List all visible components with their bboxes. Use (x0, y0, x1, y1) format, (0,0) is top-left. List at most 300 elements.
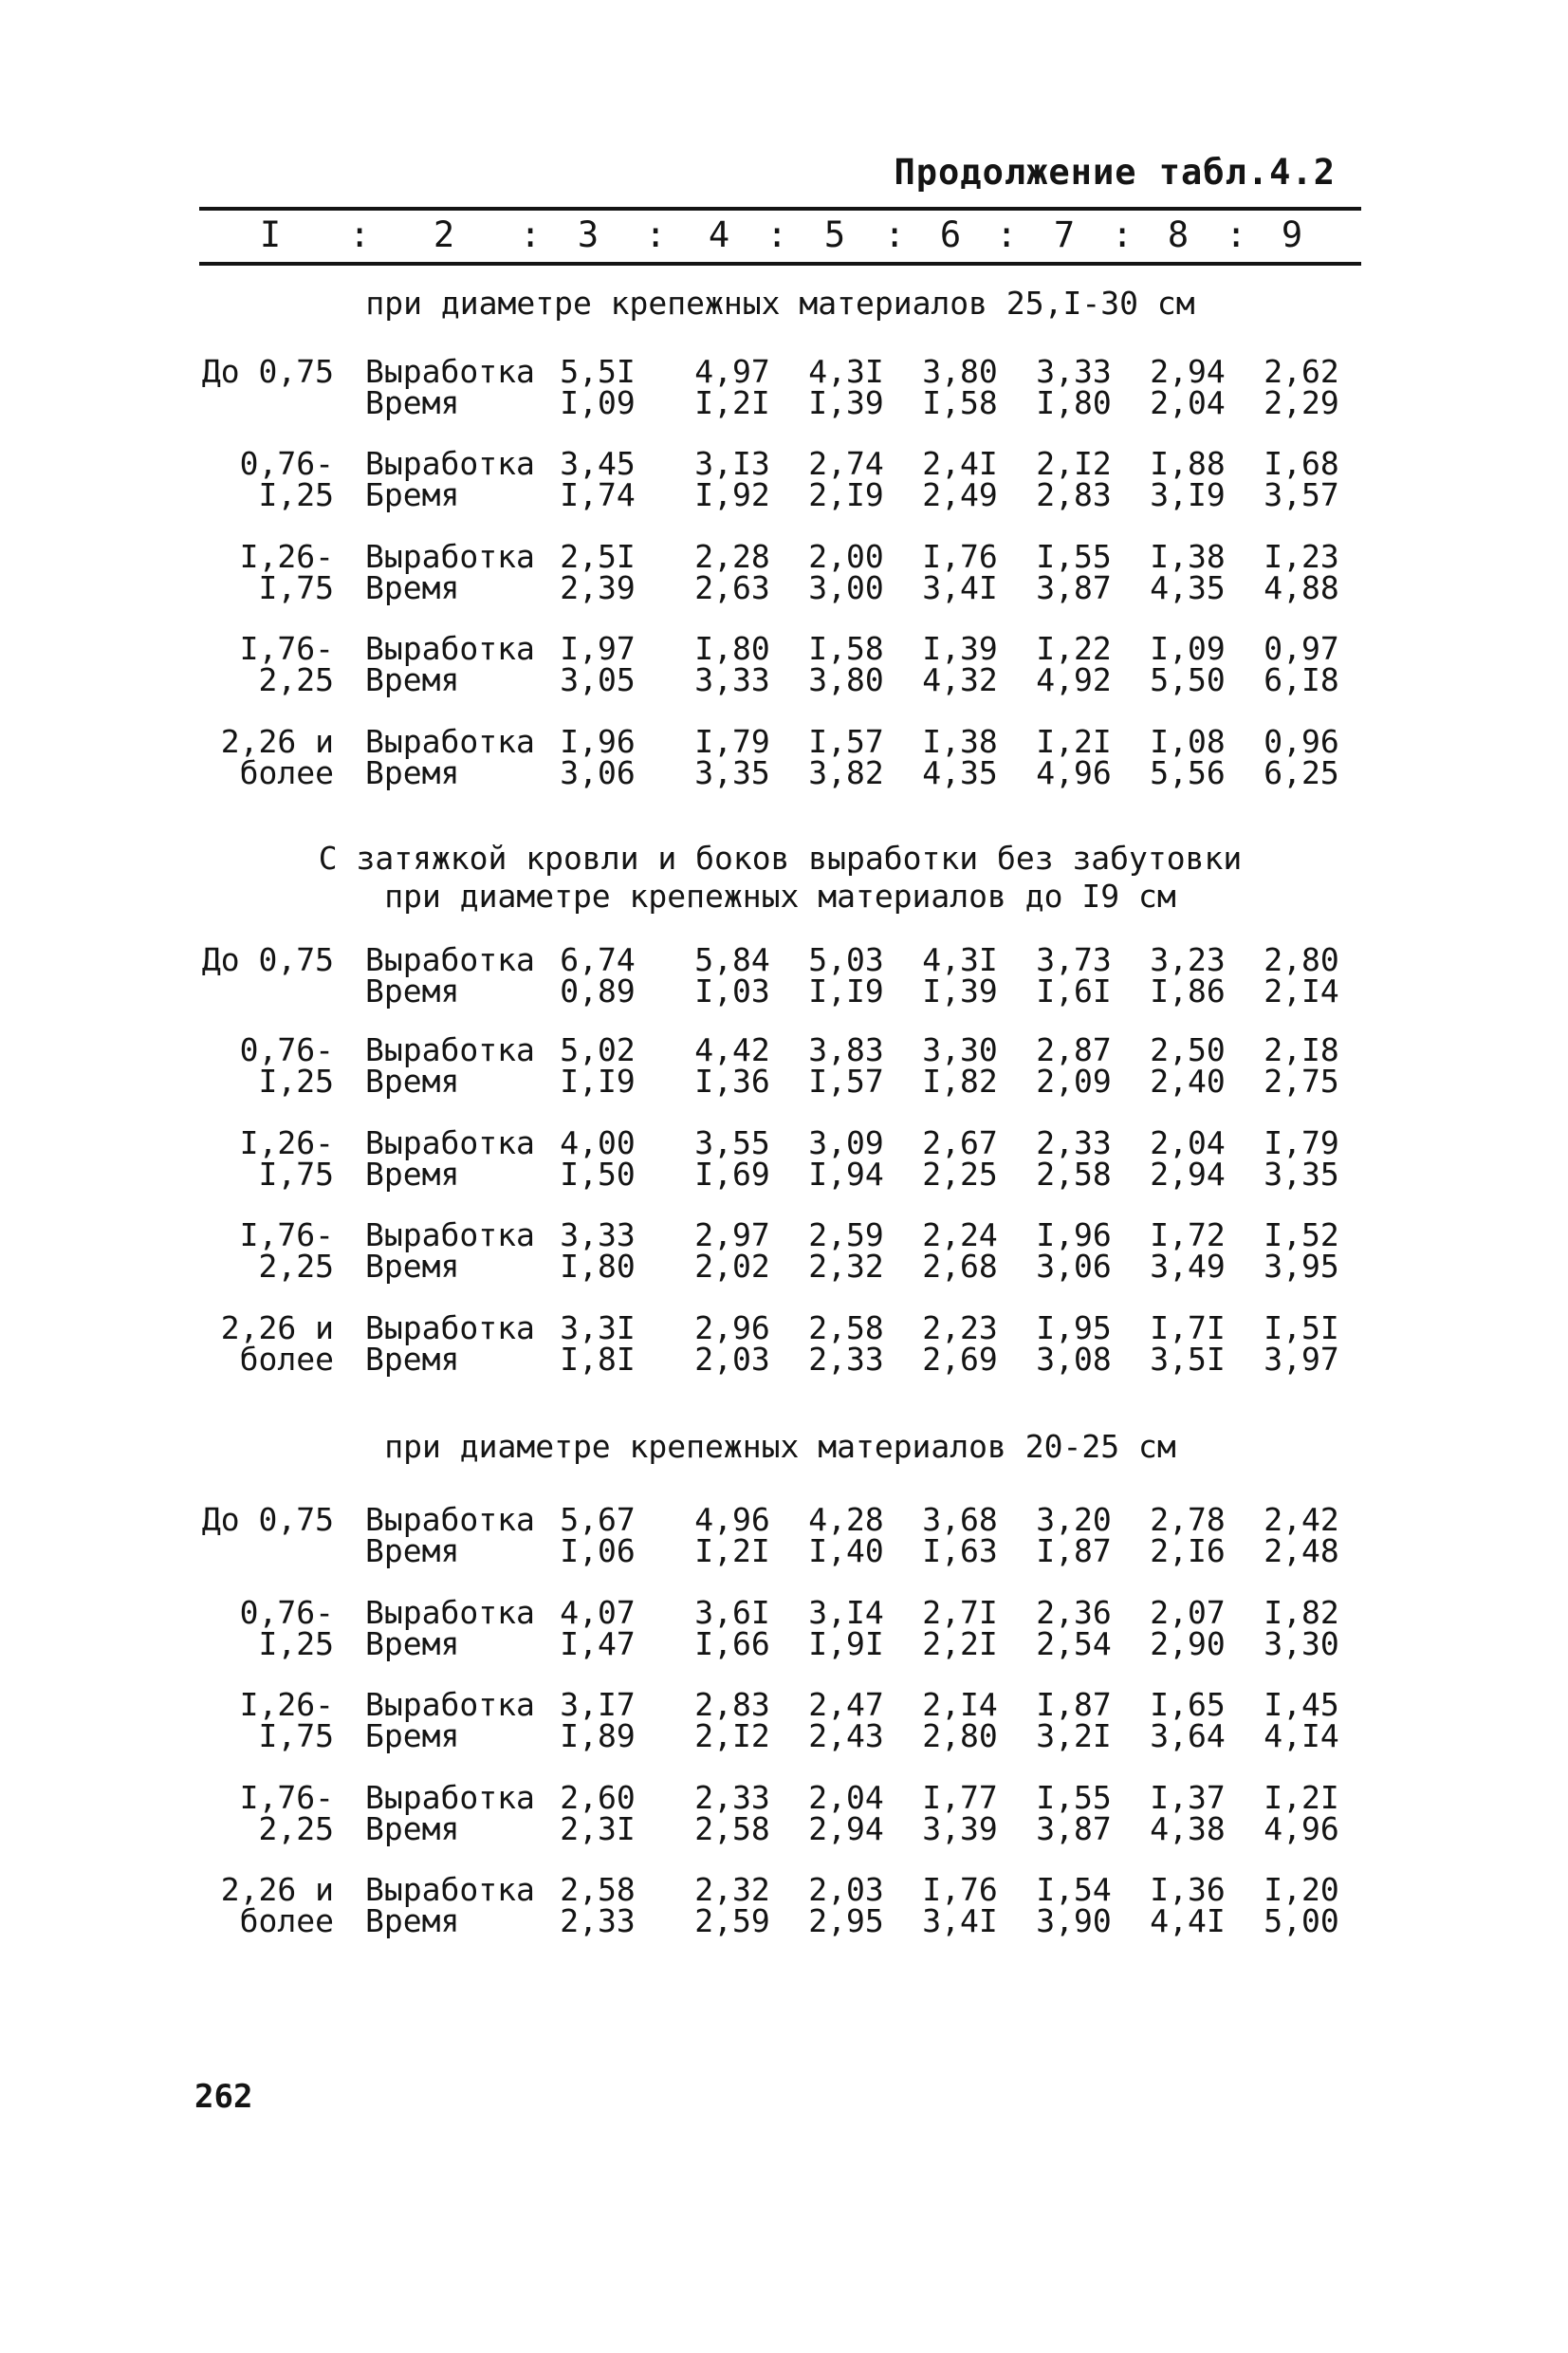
table-cell: I,2I (694, 384, 770, 421)
section-title (199, 840, 1361, 916)
table-cell: 4,96 (694, 1501, 770, 1538)
table-cell: 5,02 (560, 1031, 636, 1068)
table-cell: 2,03 (808, 1871, 884, 1908)
table-cell: 3,33 (560, 1216, 636, 1253)
table-cell: I,63 (922, 1532, 998, 1569)
table-cell: I,72 (1150, 1216, 1226, 1253)
range-label: 2,26 и (220, 1871, 334, 1908)
row-label: Время (365, 1063, 460, 1100)
table-cell: I,96 (1036, 1216, 1112, 1253)
table-cell: 2,96 (694, 1309, 770, 1346)
range-label: I,26- (239, 1686, 334, 1723)
table-cell: 2,58 (1036, 1156, 1112, 1193)
table-cell: 3,80 (808, 661, 884, 698)
range-label: более (239, 754, 334, 791)
row-label: Выработка (365, 1594, 535, 1631)
table-cell: 4,I4 (1264, 1717, 1339, 1754)
range-label: 0,76- (239, 1031, 334, 1068)
table-cell: I,77 (922, 1779, 998, 1816)
table-cell: I,08 (1150, 723, 1226, 760)
row-label: Время (365, 1341, 460, 1378)
table-cell: 4,3I (922, 941, 998, 978)
column-header-3: 3 (577, 214, 600, 255)
table-cell: I,39 (922, 973, 998, 1010)
table-cell: 3,08 (1036, 1341, 1112, 1378)
table-cell: 2,36 (1036, 1594, 1112, 1631)
table-cell: 2,5I (560, 538, 636, 575)
table-cell: 5,56 (1150, 754, 1226, 791)
table-row-group (0, 353, 1568, 422)
range-label: 2,26 и (220, 723, 334, 760)
table-cell: 4,88 (1264, 569, 1339, 606)
range-label: 2,26 и (220, 1309, 334, 1346)
table-cell: 2,78 (1150, 1501, 1226, 1538)
table-cell: 2,24 (922, 1216, 998, 1253)
table-cell: 4,28 (808, 1501, 884, 1538)
table-cell: I,I9 (808, 973, 884, 1010)
table-cell: I,87 (1036, 1532, 1112, 1569)
table-cell: 3,33 (694, 661, 770, 698)
table-row-group (0, 1501, 1568, 1570)
table-cell: I,79 (1264, 1124, 1339, 1161)
table-cell: I,2I (1036, 723, 1112, 760)
table-cell: I,79 (694, 723, 770, 760)
table-cell: I,40 (808, 1532, 884, 1569)
column-separator: : (1112, 214, 1134, 255)
column-separator: : (645, 214, 667, 255)
section-title-line: С затяжкой кровли и боков выработки без забутовки (318, 840, 1243, 877)
table-cell: 2,54 (1036, 1625, 1112, 1662)
row-label: Бремя (365, 1717, 460, 1754)
row-label: Время (365, 1810, 460, 1847)
table-cell: I,66 (694, 1625, 770, 1662)
column-header-4: 4 (708, 214, 730, 255)
table-cell: 0,89 (560, 973, 636, 1010)
table-cell: 4,96 (1036, 754, 1112, 791)
table-cell: I,58 (922, 384, 998, 421)
table-cell: 2,43 (808, 1717, 884, 1754)
table-cell: I,6I (1036, 973, 1112, 1010)
table-cell: I,22 (1036, 630, 1112, 667)
table-cell: 4,35 (1150, 569, 1226, 606)
table-cell: 2,90 (1150, 1625, 1226, 1662)
table-cell: 3,23 (1150, 941, 1226, 978)
table-cell: I,8I (560, 1341, 636, 1378)
range-label: 0,76- (239, 1594, 334, 1631)
row-label: Время (365, 1156, 460, 1193)
table-cell: 4,4I (1150, 1902, 1226, 1939)
table-row-group (0, 723, 1568, 792)
table-cell: I,80 (1036, 384, 1112, 421)
table-cell: I,09 (560, 384, 636, 421)
table-cell: 3,05 (560, 661, 636, 698)
table-cell: 3,87 (1036, 1810, 1112, 1847)
table-cell: 3,39 (922, 1810, 998, 1847)
range-label: До 0,75 (201, 1501, 334, 1538)
table-cell: 2,80 (922, 1717, 998, 1754)
table-cell: 2,63 (694, 569, 770, 606)
row-label: Выработка (365, 445, 535, 482)
table-cell: I,23 (1264, 538, 1339, 575)
table-cell: 2,58 (560, 1871, 636, 1908)
row-label: Время (365, 569, 460, 606)
range-label: 0,76- (239, 445, 334, 482)
table-row-group (0, 445, 1568, 514)
column-header-6: 6 (939, 214, 962, 255)
table-cell: 2,04 (1150, 384, 1226, 421)
table-cell: 3,80 (922, 353, 998, 390)
table-cell: I,38 (1150, 538, 1226, 575)
table-cell: 3,I9 (1150, 476, 1226, 513)
section-title-line: при диаметре крепежных материалов 20-25 см (384, 1428, 1176, 1465)
section-title-line: при диаметре крепежных материалов до I9 см (384, 878, 1176, 915)
table-cell: 3,64 (1150, 1717, 1226, 1754)
table-cell: 3,57 (1264, 476, 1339, 513)
table-cell: I,94 (808, 1156, 884, 1193)
table-cell: I,20 (1264, 1871, 1339, 1908)
table-cell: 2,23 (922, 1309, 998, 1346)
table-cell: I,38 (922, 723, 998, 760)
table-cell: 5,5I (560, 353, 636, 390)
table-cell: 2,83 (694, 1686, 770, 1723)
table-cell: 3,6I (694, 1594, 770, 1631)
row-label: Выработка (365, 1309, 535, 1346)
table-cell: 2,33 (808, 1341, 884, 1378)
table-cell: 3,I4 (808, 1594, 884, 1631)
table-cell: 3,82 (808, 754, 884, 791)
table-cell: 3,30 (922, 1031, 998, 1068)
table-row-group (0, 630, 1568, 699)
table-cell: I,92 (694, 476, 770, 513)
table-cell: 2,50 (1150, 1031, 1226, 1068)
table-cell: I,36 (1150, 1871, 1226, 1908)
table-cell: 3,55 (694, 1124, 770, 1161)
table-cell: 3,09 (808, 1124, 884, 1161)
table-cell: 3,35 (694, 754, 770, 791)
table-cell: 2,32 (808, 1248, 884, 1285)
column-header-row (199, 214, 1361, 258)
table-cell: 4,97 (694, 353, 770, 390)
table-cell: 3,45 (560, 445, 636, 482)
table-cell: 4,00 (560, 1124, 636, 1161)
table-cell: 2,29 (1264, 384, 1339, 421)
table-cell: 3,49 (1150, 1248, 1226, 1285)
table-cell: 2,48 (1264, 1532, 1339, 1569)
range-label: более (239, 1341, 334, 1378)
table-cell: 2,95 (808, 1902, 884, 1939)
table-cell: 2,28 (694, 538, 770, 575)
table-cell: I,65 (1150, 1686, 1226, 1723)
table-cell: 2,03 (694, 1341, 770, 1378)
table-cell: 3,95 (1264, 1248, 1339, 1285)
table-cell: 3,90 (1036, 1902, 1112, 1939)
row-label: Выработка (365, 941, 535, 978)
table-cell: I,39 (808, 384, 884, 421)
row-label: Выработка (365, 1686, 535, 1723)
table-cell: 3,33 (1036, 353, 1112, 390)
column-header-8: 8 (1167, 214, 1190, 255)
row-label: Выработка (365, 353, 535, 390)
range-label: I,75 (258, 569, 334, 606)
table-cell: 2,09 (1036, 1063, 1112, 1100)
table-row-group (0, 538, 1568, 607)
table-cell: 2,62 (1264, 353, 1339, 390)
row-label: Время (365, 661, 460, 698)
table-cell: I,5I (1264, 1309, 1339, 1346)
table-cell: I,76 (922, 538, 998, 575)
table-cell: 5,84 (694, 941, 770, 978)
table-cell: 5,03 (808, 941, 884, 978)
table-cell: 4,96 (1264, 1810, 1339, 1847)
table-cell: 2,2I (922, 1625, 998, 1662)
row-label: Выработка (365, 1779, 535, 1816)
table-cell: 2,59 (808, 1216, 884, 1253)
table-row-group (0, 1309, 1568, 1379)
table-cell: 6,74 (560, 941, 636, 978)
table-cell: 2,3I (560, 1810, 636, 1847)
range-label: I,76- (239, 1216, 334, 1253)
table-cell: I,86 (1150, 973, 1226, 1010)
table-cell: 2,80 (1264, 941, 1339, 978)
table-cell: 2,I2 (1036, 445, 1112, 482)
column-header-7: 7 (1053, 214, 1076, 255)
table-row-group (0, 1124, 1568, 1194)
column-separator: : (349, 214, 371, 255)
header-bottom-rule (199, 262, 1361, 266)
table-cell: I,06 (560, 1532, 636, 1569)
table-cell: I,89 (560, 1717, 636, 1754)
range-label: I,75 (258, 1156, 334, 1193)
range-label: 2,25 (258, 661, 334, 698)
table-cell: 3,4I (922, 1902, 998, 1939)
table-cell: I,74 (560, 476, 636, 513)
table-cell: 2,68 (922, 1248, 998, 1285)
table-cell: 2,I4 (922, 1686, 998, 1723)
table-cell: I,03 (694, 973, 770, 1010)
range-label: I,75 (258, 1717, 334, 1754)
table-cell: 2,39 (560, 569, 636, 606)
table-cell: 3,20 (1036, 1501, 1112, 1538)
table-cell: I,55 (1036, 538, 1112, 575)
table-cell: 2,59 (694, 1902, 770, 1939)
table-row-group (0, 941, 1568, 1010)
table-cell: 4,42 (694, 1031, 770, 1068)
table-cell: I,09 (1150, 630, 1226, 667)
table-cell: 3,I3 (694, 445, 770, 482)
table-cell: 5,00 (1264, 1902, 1339, 1939)
table-cell: I,54 (1036, 1871, 1112, 1908)
row-label: Выработка (365, 1031, 535, 1068)
row-label: Время (365, 1248, 460, 1285)
table-cell: I,45 (1264, 1686, 1339, 1723)
table-cell: 2,I4 (1264, 973, 1339, 1010)
range-label: более (239, 1902, 334, 1939)
table-cell: I,82 (1264, 1594, 1339, 1631)
range-label: I,76- (239, 1779, 334, 1816)
table-cell: 2,47 (808, 1686, 884, 1723)
table-cell: 2,75 (1264, 1063, 1339, 1100)
table-cell: I,37 (1150, 1779, 1226, 1816)
range-label: 2,25 (258, 1810, 334, 1847)
section-title (199, 285, 1361, 323)
table-cell: 2,42 (1264, 1501, 1339, 1538)
table-cell: 2,58 (808, 1309, 884, 1346)
table-cell: 3,87 (1036, 569, 1112, 606)
table-row-group (0, 1871, 1568, 1940)
table-cell: 4,38 (1150, 1810, 1226, 1847)
table-cell: I,68 (1264, 445, 1339, 482)
continuation-title: Продолжение табл.4.2 (894, 152, 1336, 193)
row-label: Выработка (365, 723, 535, 760)
table-cell: 2,04 (1150, 1124, 1226, 1161)
range-label: 2,25 (258, 1248, 334, 1285)
table-cell: 3,73 (1036, 941, 1112, 978)
table-cell: 3,5I (1150, 1341, 1226, 1378)
table-cell: I,57 (808, 723, 884, 760)
row-label: Выработка (365, 630, 535, 667)
row-label: Время (365, 1532, 460, 1569)
table-cell: 2,33 (560, 1902, 636, 1939)
table-cell: 3,06 (1036, 1248, 1112, 1285)
table-cell: I,69 (694, 1156, 770, 1193)
table-cell: 2,I8 (1264, 1031, 1339, 1068)
table-cell: 3,00 (808, 569, 884, 606)
table-cell: 2,97 (694, 1216, 770, 1253)
table-row-group (0, 1594, 1568, 1663)
table-cell: 2,4I (922, 445, 998, 482)
table-cell: 0,97 (1264, 630, 1339, 667)
table-cell: 2,40 (1150, 1063, 1226, 1100)
range-label: До 0,75 (201, 941, 334, 978)
table-cell: 3,4I (922, 569, 998, 606)
column-header-1: I (259, 214, 282, 255)
table-row-group (0, 1686, 1568, 1755)
table-cell: I,96 (560, 723, 636, 760)
row-label: Выработка (365, 1216, 535, 1253)
table-cell: I,82 (922, 1063, 998, 1100)
table-cell: 3,3I (560, 1309, 636, 1346)
table-cell: I,I9 (560, 1063, 636, 1100)
table-cell: 3,30 (1264, 1625, 1339, 1662)
column-separator: : (766, 214, 788, 255)
table-cell: 3,2I (1036, 1717, 1112, 1754)
column-header-9: 9 (1281, 214, 1303, 255)
table-cell: I,57 (808, 1063, 884, 1100)
table-cell: 2,32 (694, 1871, 770, 1908)
table-cell: I,58 (808, 630, 884, 667)
table-cell: 2,49 (922, 476, 998, 513)
column-separator: : (1226, 214, 1247, 255)
table-cell: 3,06 (560, 754, 636, 791)
row-label: Время (365, 1902, 460, 1939)
table-cell: 3,83 (808, 1031, 884, 1068)
table-cell: I,39 (922, 630, 998, 667)
table-cell: I,7I (1150, 1309, 1226, 1346)
range-label: I,25 (258, 476, 334, 513)
section-title (199, 1428, 1361, 1466)
row-label: Время (365, 1625, 460, 1662)
table-cell: 0,96 (1264, 723, 1339, 760)
table-cell: 3,35 (1264, 1156, 1339, 1193)
row-label: Выработка (365, 1501, 535, 1538)
table-cell: 2,I9 (808, 476, 884, 513)
range-label: I,25 (258, 1063, 334, 1100)
column-separator: : (520, 214, 542, 255)
table-cell: 5,50 (1150, 661, 1226, 698)
section-title-line: при диаметре крепежных материалов 25,I-30 см (365, 285, 1195, 322)
table-cell: 3,68 (922, 1501, 998, 1538)
table-cell: 2,87 (1036, 1031, 1112, 1068)
table-cell: I,55 (1036, 1779, 1112, 1816)
table-row-group (0, 1216, 1568, 1286)
row-label: Время (365, 384, 460, 421)
column-header-5: 5 (823, 214, 846, 255)
table-cell: 4,3I (808, 353, 884, 390)
table-cell: 2,00 (808, 538, 884, 575)
range-label: I,76- (239, 630, 334, 667)
table-cell: 2,60 (560, 1779, 636, 1816)
table-cell: 3,97 (1264, 1341, 1339, 1378)
range-label: I,26- (239, 538, 334, 575)
row-label: Выработка (365, 1871, 535, 1908)
table-cell: I,9I (808, 1625, 884, 1662)
table-cell: 2,94 (1150, 353, 1226, 390)
table-cell: 2,69 (922, 1341, 998, 1378)
table-cell: 2,I2 (694, 1717, 770, 1754)
table-cell: 2,I6 (1150, 1532, 1226, 1569)
table-cell: 2,83 (1036, 476, 1112, 513)
table-cell: 2,74 (808, 445, 884, 482)
table-cell: 2,04 (808, 1779, 884, 1816)
table-cell: 4,92 (1036, 661, 1112, 698)
table-cell: 2,58 (694, 1810, 770, 1847)
row-label: Время (365, 754, 460, 791)
table-cell: 2,33 (694, 1779, 770, 1816)
column-separator: : (996, 214, 1018, 255)
table-cell: I,80 (560, 1248, 636, 1285)
table-cell: I,97 (560, 630, 636, 667)
table-cell: 2,33 (1036, 1124, 1112, 1161)
table-cell: 2,25 (922, 1156, 998, 1193)
table-cell: I,95 (1036, 1309, 1112, 1346)
row-label: Время (365, 973, 460, 1010)
range-label: До 0,75 (201, 353, 334, 390)
table-cell: I,80 (694, 630, 770, 667)
table-cell: I,2I (694, 1532, 770, 1569)
table-cell: 4,35 (922, 754, 998, 791)
column-separator: : (884, 214, 906, 255)
table-cell: 2,7I (922, 1594, 998, 1631)
row-label: Выработка (365, 1124, 535, 1161)
table-cell: I,2I (1264, 1779, 1339, 1816)
table-row-group (0, 1779, 1568, 1848)
table-cell: I,76 (922, 1871, 998, 1908)
row-label: Бремя (365, 476, 460, 513)
table-cell: I,88 (1150, 445, 1226, 482)
table-cell: I,36 (694, 1063, 770, 1100)
table-cell: 2,02 (694, 1248, 770, 1285)
table-cell: 6,25 (1264, 754, 1339, 791)
table-cell: 4,32 (922, 661, 998, 698)
table-cell: 5,67 (560, 1501, 636, 1538)
table-row-group (0, 1031, 1568, 1101)
table-cell: I,47 (560, 1625, 636, 1662)
table-cell: 6,I8 (1264, 661, 1339, 698)
table-cell: 3,I7 (560, 1686, 636, 1723)
row-label: Выработка (365, 538, 535, 575)
page-number: 262 (194, 2078, 253, 2116)
header-top-rule (199, 207, 1361, 211)
